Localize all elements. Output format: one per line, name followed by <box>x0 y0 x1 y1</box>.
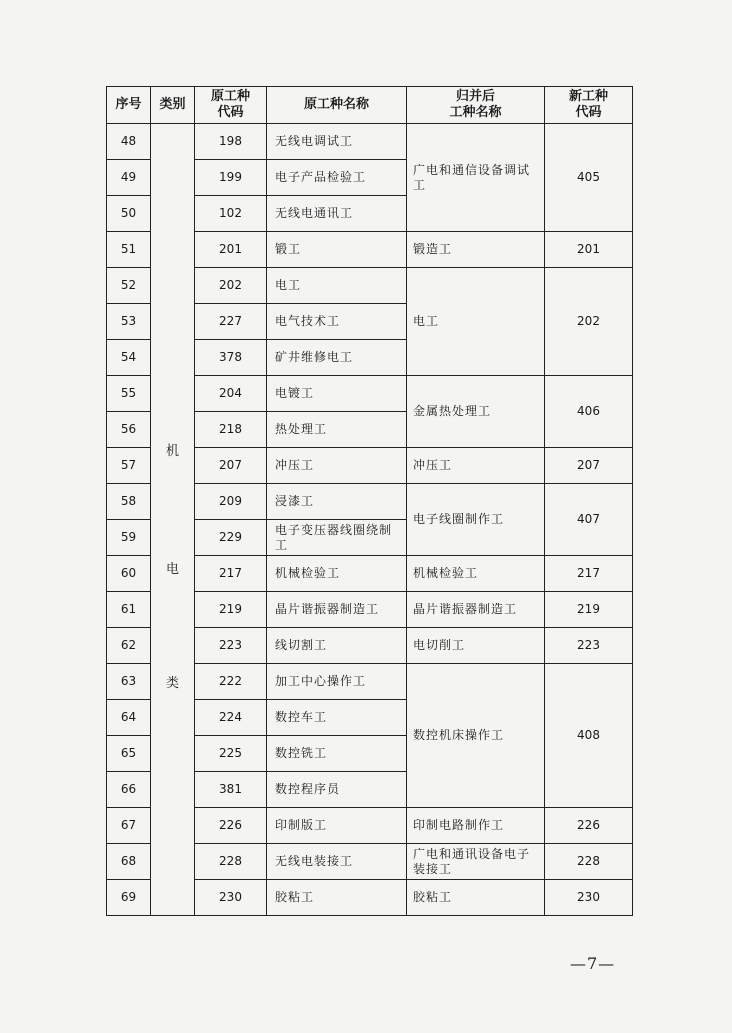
category-char: 类 <box>165 676 179 691</box>
cell-orig-code: 202 <box>195 268 267 304</box>
cell-orig-code: 223 <box>195 628 267 664</box>
cell-orig-name: 无线电通讯工 <box>267 196 407 232</box>
cell-orig-name: 热处理工 <box>267 412 407 448</box>
cell-merged-name: 金属热处理工 <box>407 376 545 448</box>
cell-merged-name: 锻造工 <box>407 232 545 268</box>
cell-seq: 58 <box>107 484 151 520</box>
cell-seq: 57 <box>107 448 151 484</box>
header-seq: 序号 <box>107 87 151 124</box>
cell-orig-code: 378 <box>195 340 267 376</box>
cell-seq: 67 <box>107 808 151 844</box>
cell-new-code: 202 <box>545 268 633 376</box>
cell-seq: 62 <box>107 628 151 664</box>
cell-merged-name: 胶粘工 <box>407 880 545 916</box>
cell-merged-name: 广电和通讯设备电子装接工 <box>407 844 545 880</box>
cell-new-code: 226 <box>545 808 633 844</box>
cell-orig-code: 381 <box>195 772 267 808</box>
job-code-table <box>106 86 633 916</box>
cell-orig-code: 219 <box>195 592 267 628</box>
cell-new-code: 407 <box>545 484 633 556</box>
cell-seq: 55 <box>107 376 151 412</box>
cell-category <box>151 124 195 916</box>
cell-seq: 54 <box>107 340 151 376</box>
cell-orig-name: 电工 <box>267 268 407 304</box>
cell-merged-name: 电子线圈制作工 <box>407 484 545 556</box>
category-char: 机 <box>165 444 179 459</box>
cell-seq: 65 <box>107 736 151 772</box>
cell-orig-name: 机械检验工 <box>267 556 407 592</box>
cell-seq: 64 <box>107 700 151 736</box>
cell-new-code: 207 <box>545 448 633 484</box>
cell-seq: 60 <box>107 556 151 592</box>
cell-seq: 50 <box>107 196 151 232</box>
cell-orig-name: 矿井维修电工 <box>267 340 407 376</box>
cell-seq: 56 <box>107 412 151 448</box>
cell-seq: 51 <box>107 232 151 268</box>
cell-orig-code: 201 <box>195 232 267 268</box>
cell-orig-name: 锻工 <box>267 232 407 268</box>
cell-orig-name: 浸漆工 <box>267 484 407 520</box>
cell-orig-name: 晶片谐振器制造工 <box>267 592 407 628</box>
cell-orig-code: 229 <box>195 520 267 556</box>
cell-orig-code: 204 <box>195 376 267 412</box>
cell-seq: 63 <box>107 664 151 700</box>
cell-merged-name: 电切削工 <box>407 628 545 664</box>
cell-seq: 48 <box>107 124 151 160</box>
cell-merged-name: 印制电路制作工 <box>407 808 545 844</box>
cell-orig-name: 电子产品检验工 <box>267 160 407 196</box>
cell-new-code: 223 <box>545 628 633 664</box>
cell-orig-code: 226 <box>195 808 267 844</box>
cell-seq: 49 <box>107 160 151 196</box>
cell-orig-name: 印制版工 <box>267 808 407 844</box>
cell-merged-name: 晶片谐振器制造工 <box>407 592 545 628</box>
cell-merged-name: 冲压工 <box>407 448 545 484</box>
cell-orig-name: 加工中心操作工 <box>267 664 407 700</box>
cell-orig-code: 209 <box>195 484 267 520</box>
cell-new-code: 228 <box>545 844 633 880</box>
table-header-row <box>107 87 633 124</box>
category-char: 电 <box>165 562 179 577</box>
header-orig-name: 原工种名称 <box>267 87 407 124</box>
cell-orig-name: 胶粘工 <box>267 880 407 916</box>
cell-new-code: 230 <box>545 880 633 916</box>
cell-orig-name: 电气技术工 <box>267 304 407 340</box>
cell-orig-name: 无线电装接工 <box>267 844 407 880</box>
header-orig-code: 原工种 代码 <box>195 87 267 124</box>
cell-new-code: 408 <box>545 664 633 808</box>
cell-orig-code: 230 <box>195 880 267 916</box>
cell-seq: 61 <box>107 592 151 628</box>
cell-merged-name: 电工 <box>407 268 545 376</box>
cell-orig-code: 225 <box>195 736 267 772</box>
cell-merged-name: 数控机床操作工 <box>407 664 545 808</box>
cell-seq: 69 <box>107 880 151 916</box>
cell-orig-name: 无线电调试工 <box>267 124 407 160</box>
cell-seq: 59 <box>107 520 151 556</box>
cell-orig-code: 224 <box>195 700 267 736</box>
cell-new-code: 219 <box>545 592 633 628</box>
cell-merged-name: 广电和通信设备调试工 <box>407 124 545 232</box>
cell-new-code: 217 <box>545 556 633 592</box>
cell-new-code: 201 <box>545 232 633 268</box>
cell-merged-name: 机械检验工 <box>407 556 545 592</box>
cell-orig-code: 102 <box>195 196 267 232</box>
cell-seq: 68 <box>107 844 151 880</box>
cell-orig-code: 217 <box>195 556 267 592</box>
cell-seq: 53 <box>107 304 151 340</box>
table-row <box>107 124 633 160</box>
cell-orig-name: 电镀工 <box>267 376 407 412</box>
cell-seq: 66 <box>107 772 151 808</box>
cell-seq: 52 <box>107 268 151 304</box>
cell-orig-code: 199 <box>195 160 267 196</box>
cell-orig-code: 207 <box>195 448 267 484</box>
cell-orig-code: 198 <box>195 124 267 160</box>
cell-orig-code: 228 <box>195 844 267 880</box>
cell-orig-code: 218 <box>195 412 267 448</box>
cell-orig-code: 227 <box>195 304 267 340</box>
cell-orig-name: 线切割工 <box>267 628 407 664</box>
cell-orig-name: 数控车工 <box>267 700 407 736</box>
header-merged-name: 归并后 工种名称 <box>407 87 545 124</box>
cell-orig-name: 数控程序员 <box>267 772 407 808</box>
page-number: —7— <box>570 954 616 973</box>
cell-new-code: 405 <box>545 124 633 232</box>
cell-orig-name: 电子变压器线圈绕制工 <box>267 520 407 556</box>
header-category: 类别 <box>151 87 195 124</box>
cell-orig-code: 222 <box>195 664 267 700</box>
cell-orig-name: 数控铣工 <box>267 736 407 772</box>
header-new-code: 新工种 代码 <box>545 87 633 124</box>
cell-new-code: 406 <box>545 376 633 448</box>
cell-orig-name: 冲压工 <box>267 448 407 484</box>
